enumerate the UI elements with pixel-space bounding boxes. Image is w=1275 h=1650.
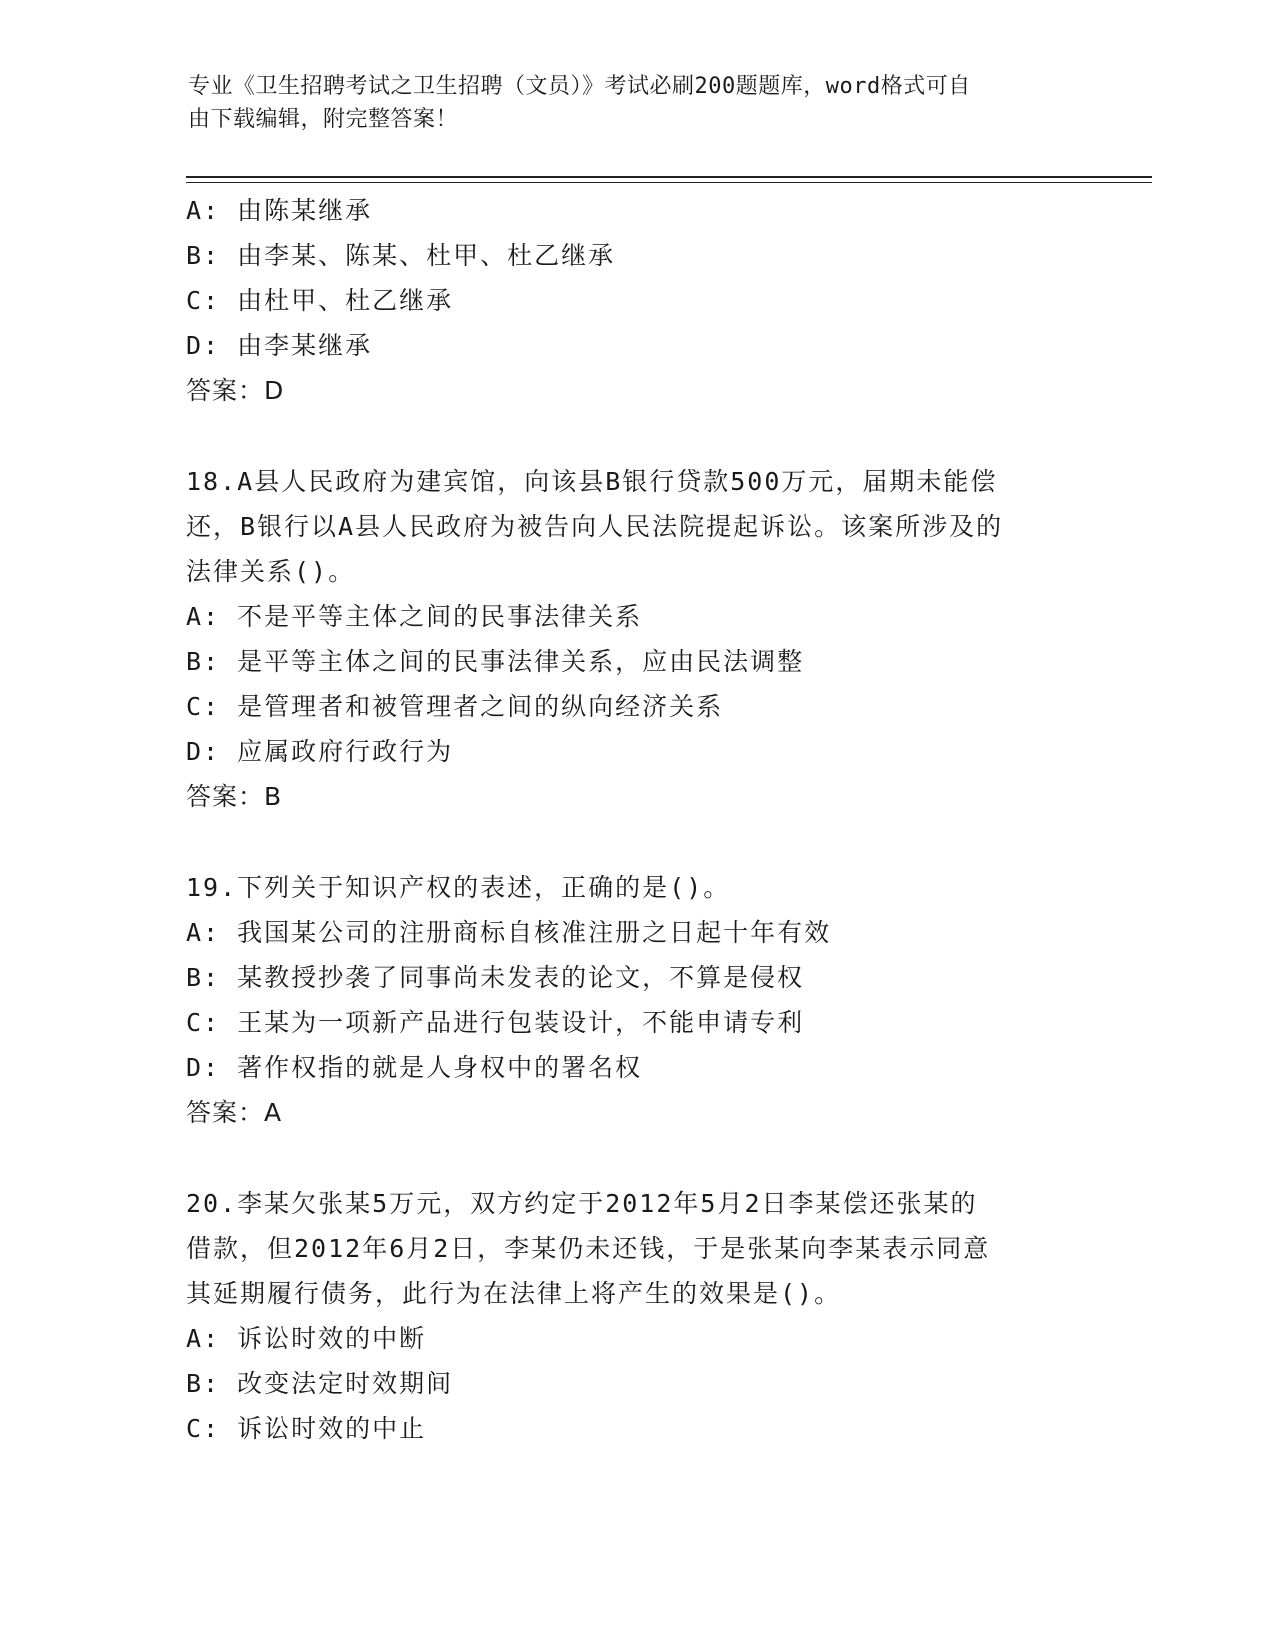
answer: 答案：A xyxy=(186,1098,283,1127)
question-19 xyxy=(186,865,1086,1135)
header-line-1: 专业《卫生招聘考试之卫生招聘（文员）》考试必刷200题题库，word格式可自 xyxy=(188,74,971,99)
question-text-line: 还，B银行以A县人民政府为被告向人民法院提起诉讼。该案所涉及的 xyxy=(186,512,1004,541)
header-rule-thick xyxy=(186,176,1152,178)
question-text-line: 其延期履行债务，此行为在法律上将产生的效果是()。 xyxy=(186,1279,842,1308)
option-d: D: 由李某继承 xyxy=(186,331,373,360)
question-text-line: 借款，但2012年6月2日，李某仍未还钱，于是张某向李某表示同意 xyxy=(186,1234,991,1263)
question-text-line: 18.A县人民政府为建宾馆，向该县B银行贷款500万元，届期未能偿 xyxy=(186,467,998,496)
option-a: A: 不是平等主体之间的民事法律关系 xyxy=(186,602,643,631)
option-d: D: 应属政府行政行为 xyxy=(186,737,454,766)
spacer xyxy=(186,413,1086,459)
header-line-2: 由下载编辑，附完整答案！ xyxy=(188,107,459,132)
document-header xyxy=(188,70,1068,136)
question-text-line: 法律关系()。 xyxy=(186,557,356,586)
question-17 xyxy=(186,188,1086,413)
header-rule-thin xyxy=(186,182,1152,183)
option-a: A: 由陈某继承 xyxy=(186,196,373,225)
spacer xyxy=(186,1135,1086,1181)
question-18 xyxy=(186,459,1086,819)
option-c: C: 诉讼时效的中止 xyxy=(186,1414,427,1443)
option-c: C: 王某为一项新产品进行包装设计，不能申请专利 xyxy=(186,1008,805,1037)
question-text-line: 19.下列关于知识产权的表述，正确的是()。 xyxy=(186,873,731,902)
option-b: B: 由李某、陈某、杜甲、杜乙继承 xyxy=(186,241,616,270)
option-b: B: 是平等主体之间的民事法律关系，应由民法调整 xyxy=(186,647,805,676)
answer: 答案：D xyxy=(186,376,285,405)
option-a: A: 我国某公司的注册商标自核准注册之日起十年有效 xyxy=(186,918,832,947)
option-b: B: 某教授抄袭了同事尚未发表的论文，不算是侵权 xyxy=(186,963,805,992)
answer: 答案：B xyxy=(186,782,283,811)
option-b: B: 改变法定时效期间 xyxy=(186,1369,454,1398)
question-20 xyxy=(186,1181,1086,1451)
option-d: D: 著作权指的就是人身权中的署名权 xyxy=(186,1053,643,1082)
option-a: A: 诉讼时效的中断 xyxy=(186,1324,427,1353)
question-content xyxy=(186,188,1086,1451)
option-c: C: 是管理者和被管理者之间的纵向经济关系 xyxy=(186,692,724,721)
option-c: C: 由杜甲、杜乙继承 xyxy=(186,286,454,315)
question-text-line: 20.李某欠张某5万元，双方约定于2012年5月2日李某偿还张某的 xyxy=(186,1189,978,1218)
spacer xyxy=(186,819,1086,865)
